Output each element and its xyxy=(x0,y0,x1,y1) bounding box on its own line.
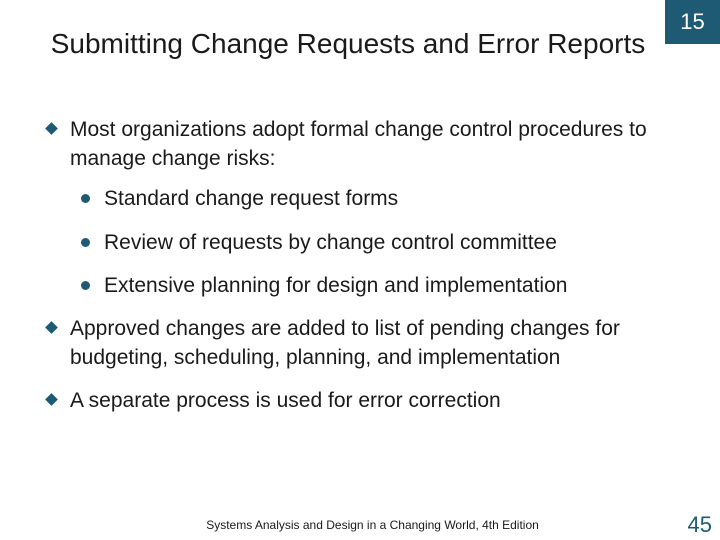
page-number: 45 xyxy=(687,512,712,537)
sub-bullet-text: Standard change request forms xyxy=(104,187,399,210)
slide-title: Submitting Change Requests and Error Reports xyxy=(50,28,646,59)
bullet-text: Approved changes are added to list of pending changes for budgeting, scheduling, planning, and implementation xyxy=(70,317,620,369)
sub-bullet-text: Extensive planning for design and implementation xyxy=(104,274,568,297)
diamond-bullet-icon xyxy=(45,321,58,334)
bullet-text: A separate process is used for error correction xyxy=(70,389,501,412)
sub-bullet-item xyxy=(104,271,684,300)
diamond-bullet-icon xyxy=(45,122,58,135)
footer-text: Systems Analysis and Design in a Changing World, 4th Edition xyxy=(206,518,539,532)
bullet-item xyxy=(70,314,690,372)
sub-bullet-text: Review of requests by change control committee xyxy=(104,231,557,254)
diamond-bullet-icon xyxy=(45,393,58,406)
round-bullet-icon xyxy=(81,194,90,203)
sub-bullet-item xyxy=(104,184,684,213)
sub-bullet-item xyxy=(104,228,684,257)
slide-number-badge: 15 xyxy=(665,0,720,44)
bullet-item xyxy=(70,115,690,173)
bullet-text: Most organizations adopt formal change control procedures to manage change risks: xyxy=(70,118,647,170)
round-bullet-icon xyxy=(81,238,90,247)
bullet-item xyxy=(70,386,690,415)
round-bullet-icon xyxy=(81,281,90,290)
